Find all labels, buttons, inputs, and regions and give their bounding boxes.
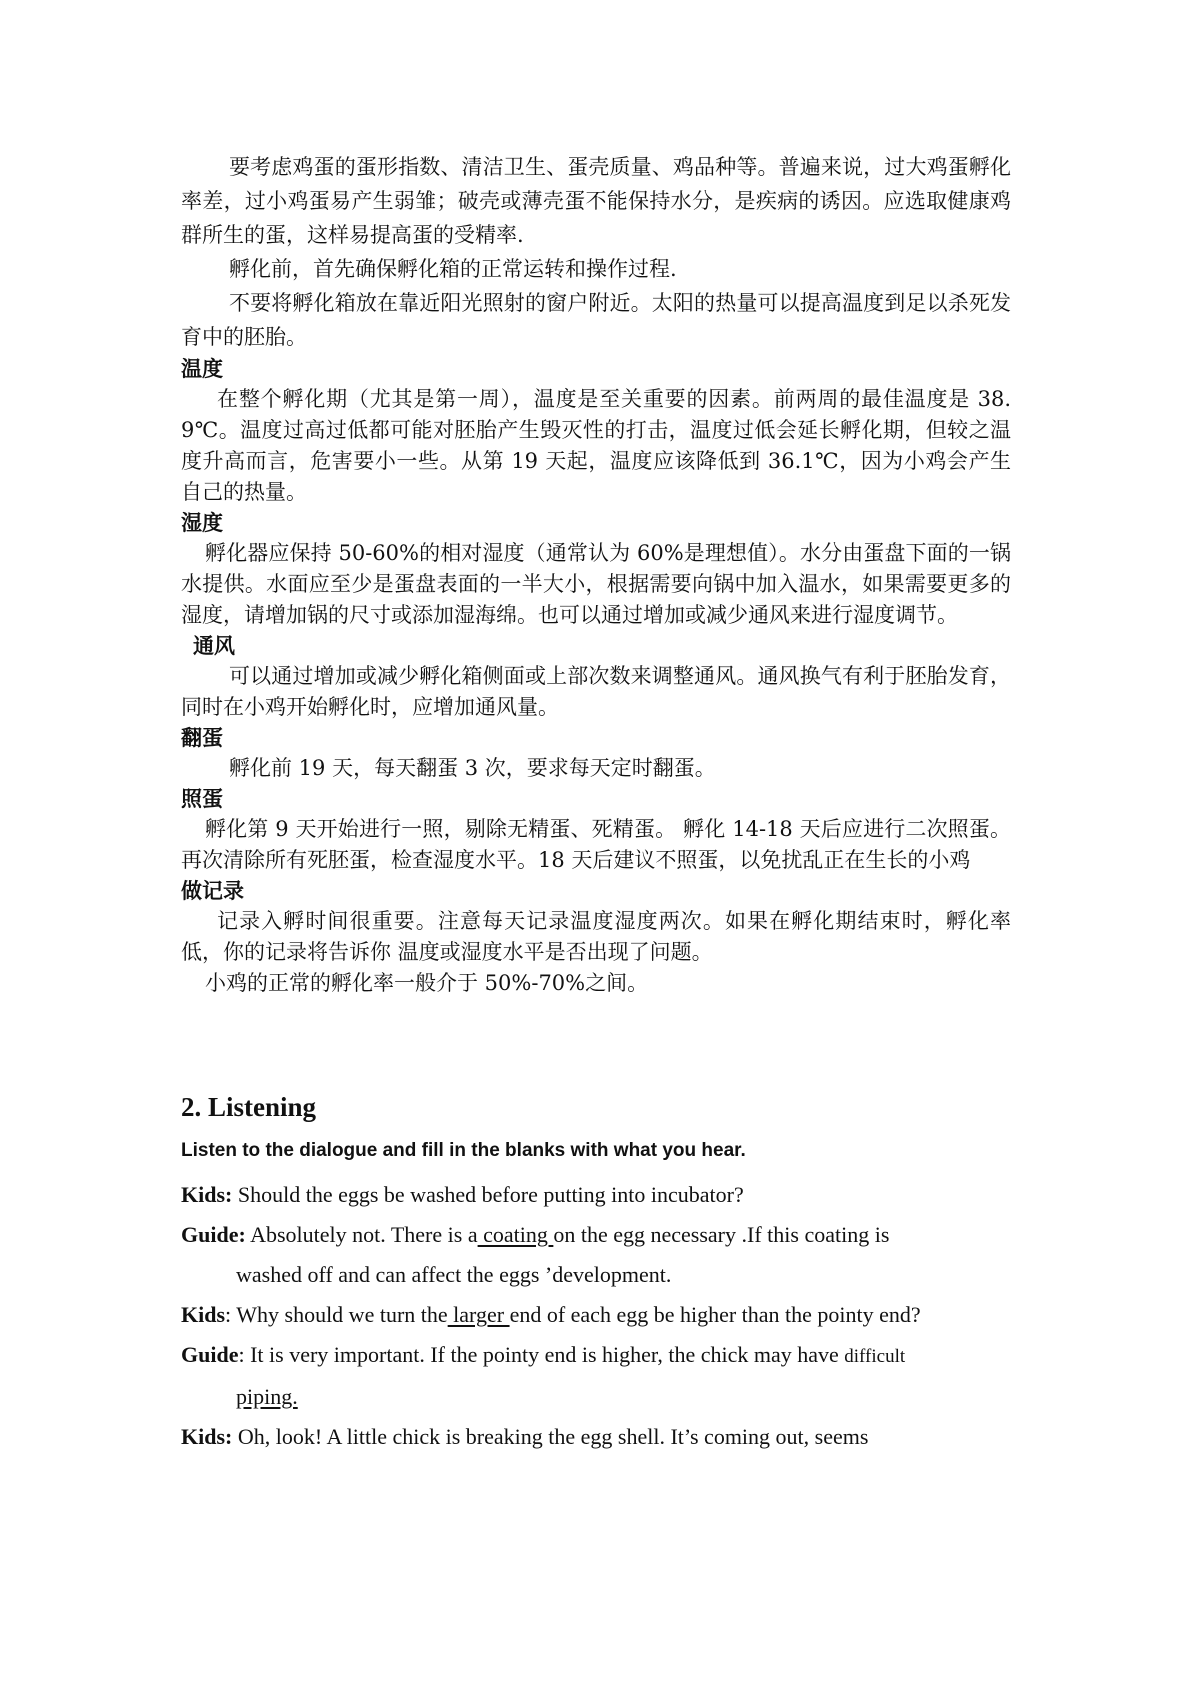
records-paragraph: 记录入孵时间很重要。注意每天记录温度湿度两次。如果在孵化期结束时，孵化率低，你的记录将告诉你 温度或湿度水平是否出现了问题。	[181, 909, 1011, 964]
heading-candling: 照蛋	[181, 787, 223, 811]
dialogue-text: : It is very important. If the pointy end is higher, the chick may have	[238, 1342, 845, 1367]
speaker-label: Guide:	[181, 1222, 246, 1247]
document-page	[181, 150, 1011, 1457]
heading-ventilation: 通风	[193, 634, 235, 658]
intro-paragraph-1: 要考虑鸡蛋的蛋形指数、清洁卫生、蛋壳质量、鸡品种等。普遍来说，过大鸡蛋孵化率差，过小鸡蛋易产生弱雏；破壳或薄壳蛋不能保持水分，是疾病的诱因。应选取健康鸡群所生的蛋，这样易提高蛋的受精率.	[181, 155, 1011, 247]
dialogue-line-3	[181, 1295, 1011, 1335]
dialogue-text: on the egg necessary .If this coating is	[553, 1222, 890, 1247]
listening-title: 2. Listening	[181, 1092, 317, 1122]
heading-turning: 翻蛋	[181, 726, 223, 750]
dialogue-text: Should the eggs be washed before putting into incubator?	[232, 1182, 744, 1207]
dialogue-line-4	[181, 1335, 1011, 1417]
heading-temperature: 温度	[181, 357, 223, 381]
speaker-label: Guide	[181, 1342, 239, 1367]
fill-blank-answer[interactable]: larger	[447, 1302, 510, 1327]
speaker-label: Kids:	[181, 1424, 233, 1449]
dialogue-small-text: difficult	[844, 1346, 906, 1367]
ventilation-paragraph: 可以通过增加或减少孵化箱侧面或上部次数来调整通风。通风换气有利于胚胎发育，同时在小鸡开始孵化时，应增加通风量。	[181, 664, 1011, 719]
dialogue-continuation: washed off and can affect the eggs ’development.	[236, 1262, 672, 1287]
intro-paragraph-3: 不要将孵化箱放在靠近阳光照射的窗户附近。太阳的热量可以提高温度到足以杀死发育中的胚胎。	[181, 291, 1011, 349]
dialogue-line-5	[181, 1417, 1011, 1457]
hatch-rate-note: 小鸡的正常的孵化率一般介于 50%-70%之间。	[205, 971, 649, 995]
fill-blank-answer[interactable]: coating	[477, 1222, 554, 1247]
dialogue-text: Absolutely not. There is a	[245, 1222, 478, 1247]
section-spacer	[181, 999, 1011, 1089]
dialogue-text: Oh, look! A little chick is breaking the egg shell. It’s coming out, seems	[232, 1424, 869, 1449]
temperature-paragraph: 在整个孵化期（尤其是第一周），温度是至关重要的因素。前两周的最佳温度是 38.9℃。温度过高过低都可能对胚胎产生毁灭性的打击，温度过低会延长孵化期，但较之温度升高而言，危害要小一些。从第 19 天起，温度应该降低到 36.1℃，因为小鸡会产生自己的热量。	[181, 387, 1011, 504]
dialogue-line-1	[181, 1175, 1011, 1215]
dialogue-text: : Why should we turn the	[225, 1302, 448, 1327]
listening-instruction: Listen to the dialogue and fill in the blanks with what you hear.	[181, 1140, 746, 1161]
dialogue-line-2	[181, 1215, 1011, 1295]
candling-paragraph: 孵化第 9 天开始进行一照，剔除无精蛋、死精蛋。 孵化 14-18 天后应进行二次照蛋。 再次清除所有死胚蛋，检查湿度水平。18 天后建议不照蛋，以免扰乱正在生长的小鸡	[181, 817, 1011, 872]
fill-blank-answer[interactable]: piping.	[236, 1384, 298, 1409]
dialogue-continuation	[181, 1377, 1011, 1417]
humidity-paragraph: 孵化器应保持 50-60%的相对湿度（通常认为 60%是理想值）。水分由蛋盘下面的一锅水提供。水面应至少是蛋盘表面的一半大小，根据需要向锅中加入温水，如果需要更多的湿度，请增加锅的尺寸或添加湿海绵。也可以通过增加或减少通风来进行湿度调节。	[181, 541, 1011, 627]
speaker-label: Kids	[181, 1302, 226, 1327]
dialogue-text: end of each egg be higher than the pointy end?	[509, 1302, 921, 1327]
intro-paragraph-2: 孵化前，首先确保孵化箱的正常运转和操作过程.	[229, 257, 677, 281]
heading-humidity: 湿度	[181, 511, 223, 535]
heading-records: 做记录	[181, 879, 244, 903]
speaker-label: Kids:	[181, 1182, 233, 1207]
turning-paragraph: 孵化前 19 天，每天翻蛋 3 次，要求每天定时翻蛋。	[229, 756, 716, 780]
